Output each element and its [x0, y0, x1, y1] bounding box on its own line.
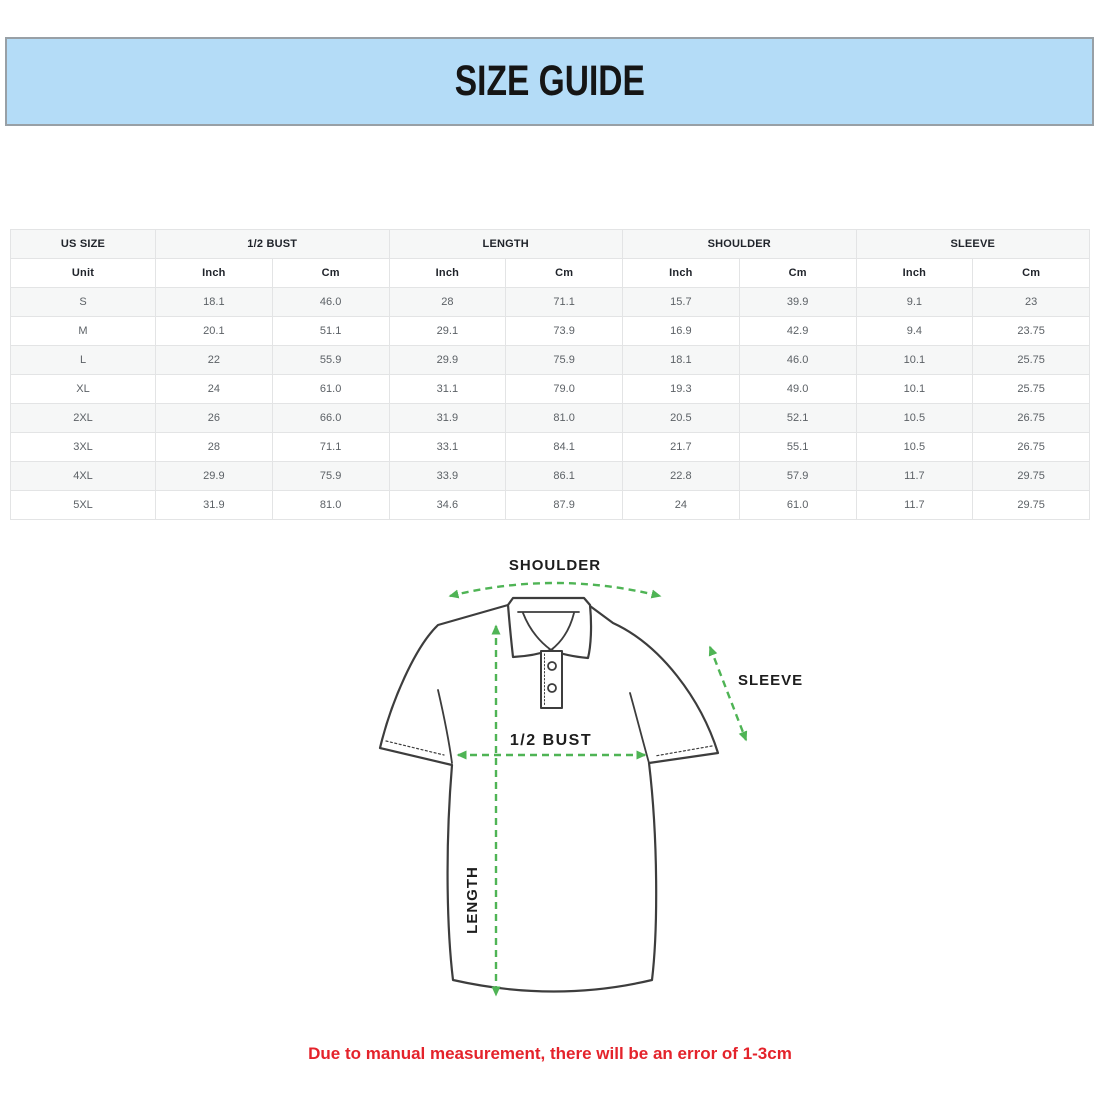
measurement-cell: 31.9: [389, 404, 506, 433]
measurement-cell: 16.9: [623, 317, 740, 346]
measurement-cell: 34.6: [389, 491, 506, 520]
unit-header-cell: Inch: [156, 259, 273, 288]
measurement-cell: 39.9: [739, 288, 856, 317]
size-guide-banner: [5, 37, 1094, 126]
measurement-cell: 28: [156, 433, 273, 462]
measurement-cell: 10.5: [856, 404, 973, 433]
measurement-cell: 61.0: [739, 491, 856, 520]
measurement-cell: 31.1: [389, 375, 506, 404]
size-label-cell: M: [11, 317, 156, 346]
column-group-header: LENGTH: [389, 230, 623, 259]
unit-header-cell: Cm: [739, 259, 856, 288]
measurement-cell: 29.75: [973, 491, 1090, 520]
measurement-cell: 29.9: [389, 346, 506, 375]
measurement-cell: 75.9: [506, 346, 623, 375]
bust-label: 1/2 BUST: [509, 732, 593, 749]
measurement-cell: 42.9: [739, 317, 856, 346]
measurement-cell: 87.9: [506, 491, 623, 520]
unit-header-cell: Inch: [623, 259, 740, 288]
table-row: [11, 433, 1090, 462]
page-title: SIZE GUIDE: [454, 57, 645, 105]
measurement-cell: 18.1: [623, 346, 740, 375]
measurement-cell: 57.9: [739, 462, 856, 491]
measurement-cell: 20.1: [156, 317, 273, 346]
measurement-cell: 31.9: [156, 491, 273, 520]
measurement-cell: 10.1: [856, 375, 973, 404]
measurement-cell: 23.75: [973, 317, 1090, 346]
measurement-cell: 75.9: [272, 462, 389, 491]
table-row: [11, 288, 1090, 317]
measurement-cell: 51.1: [272, 317, 389, 346]
polo-shirt-drawing: [380, 598, 718, 992]
measurement-cell: 61.0: [272, 375, 389, 404]
measurement-cell: 26.75: [973, 404, 1090, 433]
shoulder-arrow: [450, 583, 660, 596]
size-table: [10, 229, 1090, 520]
measurement-cell: 55.9: [272, 346, 389, 375]
measurement-cell: 52.1: [739, 404, 856, 433]
table-row: [11, 404, 1090, 433]
size-label-cell: 2XL: [11, 404, 156, 433]
measurement-cell: 33.9: [389, 462, 506, 491]
table-row: [11, 491, 1090, 520]
measurement-cell: 22: [156, 346, 273, 375]
length-label: LENGTH: [464, 866, 481, 934]
measurement-cell: 79.0: [506, 375, 623, 404]
measurement-cell: 10.5: [856, 433, 973, 462]
measurement-cell: 28: [389, 288, 506, 317]
measurement-cell: 81.0: [506, 404, 623, 433]
size-table-head: [11, 230, 1090, 288]
size-label-cell: 3XL: [11, 433, 156, 462]
size-table-body: [11, 288, 1090, 520]
unit-header-cell: Cm: [506, 259, 623, 288]
column-group-header: 1/2 BUST: [156, 230, 390, 259]
size-label-cell: XL: [11, 375, 156, 404]
table-row: [11, 462, 1090, 491]
measurement-cell: 84.1: [506, 433, 623, 462]
table-row: [11, 317, 1090, 346]
measurement-cell: 11.7: [856, 491, 973, 520]
measurement-cell: 49.0: [739, 375, 856, 404]
measurement-cell: 33.1: [389, 433, 506, 462]
measurement-cell: 22.8: [623, 462, 740, 491]
measurement-cell: 71.1: [506, 288, 623, 317]
sleeve-label: SLEEVE: [738, 672, 804, 689]
measurement-cell: 10.1: [856, 346, 973, 375]
table-row: [11, 375, 1090, 404]
table-unit-header-row: [11, 259, 1090, 288]
measurement-cell: 29.9: [156, 462, 273, 491]
measurement-cell: 46.0: [739, 346, 856, 375]
measurement-cell: 26: [156, 404, 273, 433]
table-row: [11, 346, 1090, 375]
measurement-cell: 24: [156, 375, 273, 404]
measurement-cell: 46.0: [272, 288, 389, 317]
unit-header-cell: Cm: [272, 259, 389, 288]
measurement-cell: 73.9: [506, 317, 623, 346]
measurement-cell: 15.7: [623, 288, 740, 317]
measurement-cell: 24: [623, 491, 740, 520]
size-label-cell: 5XL: [11, 491, 156, 520]
measurement-cell: 86.1: [506, 462, 623, 491]
size-label-cell: S: [11, 288, 156, 317]
column-group-header: US SIZE: [11, 230, 156, 259]
measurement-cell: 55.1: [739, 433, 856, 462]
measurement-cell: 18.1: [156, 288, 273, 317]
measurement-cell: 21.7: [623, 433, 740, 462]
measurement-cell: 11.7: [856, 462, 973, 491]
measurement-cell: 19.3: [623, 375, 740, 404]
measurement-cell: 29.75: [973, 462, 1090, 491]
button-bottom: [548, 684, 556, 692]
column-group-header: SLEEVE: [856, 230, 1090, 259]
button-top: [548, 662, 556, 670]
measurement-cell: 25.75: [973, 346, 1090, 375]
measurement-cell: 26.75: [973, 433, 1090, 462]
column-group-header: SHOULDER: [623, 230, 857, 259]
sleeve-arrow: [710, 647, 746, 740]
measurement-cell: 25.75: [973, 375, 1090, 404]
unit-header-cell: Inch: [389, 259, 506, 288]
size-label-cell: 4XL: [11, 462, 156, 491]
measurement-cell: 9.1: [856, 288, 973, 317]
measurement-cell: 71.1: [272, 433, 389, 462]
size-label-cell: L: [11, 346, 156, 375]
measurement-error-note: Due to manual measurement, there will be an error of 1-3cm: [308, 1044, 792, 1063]
measurement-cell: 29.1: [389, 317, 506, 346]
measurement-cell: 66.0: [272, 404, 389, 433]
measurement-cell: 81.0: [272, 491, 389, 520]
measurement-cell: 9.4: [856, 317, 973, 346]
unit-header-cell: Unit: [11, 259, 156, 288]
unit-header-cell: Inch: [856, 259, 973, 288]
measurement-cell: 20.5: [623, 404, 740, 433]
shoulder-label: SHOULDER: [508, 557, 602, 574]
unit-header-cell: Cm: [973, 259, 1090, 288]
measurement-cell: 23: [973, 288, 1090, 317]
table-group-header-row: [11, 230, 1090, 259]
shirt-measurement-diagram: [370, 550, 840, 1015]
